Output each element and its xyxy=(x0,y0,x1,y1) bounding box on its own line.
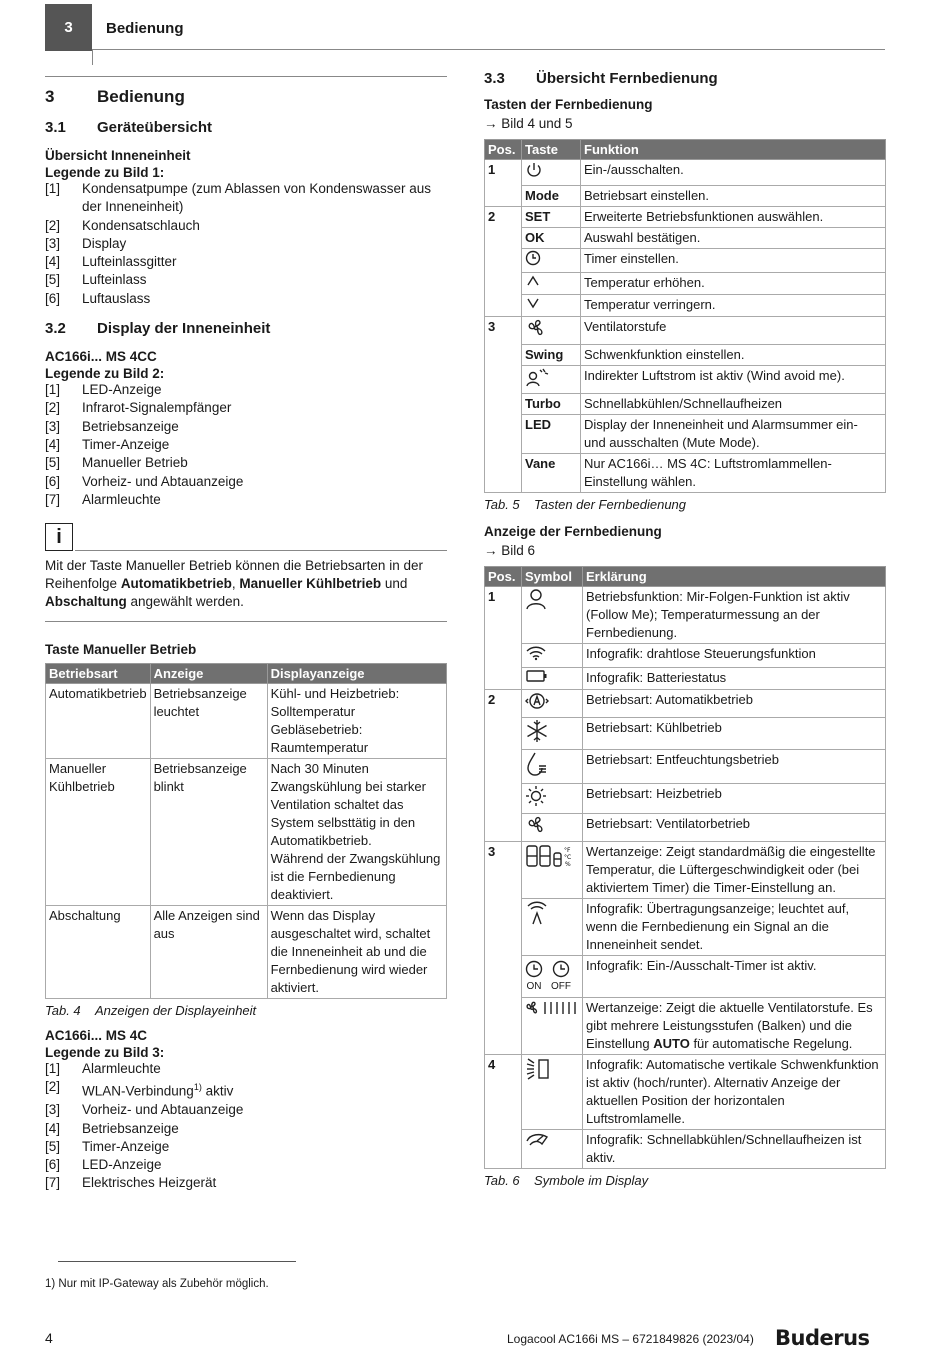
pos-cell: 3 xyxy=(485,842,522,899)
symbol-cell xyxy=(522,1055,583,1130)
legend-text: LED-Anzeige xyxy=(82,382,162,398)
table-header: Pos. xyxy=(485,567,522,587)
auto-mode-icon xyxy=(525,691,549,711)
clock-icon xyxy=(525,250,541,266)
model-ms4cc-title: AC166i... MS 4CC xyxy=(45,349,157,365)
explanation-cell: Infografik: Schnellabkühlen/Schnellaufheizen ist aktiv. xyxy=(583,1130,886,1169)
footnote-rule xyxy=(58,1261,296,1262)
legend-item xyxy=(45,473,447,491)
function-cell: Auswahl bestätigen. xyxy=(581,228,886,249)
section-3-1-heading xyxy=(45,119,447,136)
footnote-marker: 1) xyxy=(193,1082,202,1093)
table-row xyxy=(485,273,886,295)
legend-key: [5] xyxy=(45,272,61,288)
pos-cell xyxy=(485,454,522,493)
key-cell xyxy=(522,249,581,273)
legend-text: Timer-Anzeige xyxy=(82,436,170,452)
legend-item xyxy=(45,271,447,289)
legend-text: Kondensatschlauch xyxy=(82,217,200,233)
key-cell: OK xyxy=(522,228,581,249)
symbol-cell xyxy=(522,842,583,899)
table-5-figure-ref: → Bild 4 und 5 xyxy=(484,116,573,131)
function-cell: Indirekter Luftstrom ist aktiv (Wind avoid me). xyxy=(581,366,886,394)
timer-on-off-icon xyxy=(525,957,579,996)
table-row xyxy=(485,899,886,956)
legend-key: [6] xyxy=(45,1157,61,1173)
table-row xyxy=(485,814,886,842)
heading-number: 3.2 xyxy=(45,320,66,338)
pos-cell xyxy=(485,668,522,690)
function-cell: Schwenkfunktion einstellen. xyxy=(581,345,886,366)
table-header: Funktion xyxy=(581,140,886,160)
legend-key: [2] xyxy=(45,217,61,233)
pos-cell xyxy=(485,273,522,295)
table-row xyxy=(485,784,886,814)
explanation-cell: Infografik: Ein-/Ausschalt-Timer ist aktiv. xyxy=(583,956,886,998)
legend-text: Vorheiz- und Abtauanzeige xyxy=(82,473,244,489)
table-row xyxy=(485,998,886,1055)
key-cell: Swing xyxy=(522,345,581,366)
pos-cell xyxy=(485,249,522,273)
explanation-cell: Infografik: Batteriestatus xyxy=(583,668,886,690)
table-cell: Betriebsanzeige leuchtet xyxy=(150,684,267,759)
legend-item xyxy=(45,1138,447,1156)
legend-text: Betriebsanzeige xyxy=(82,1120,179,1136)
pos-cell: 4 xyxy=(485,1055,522,1130)
key-cell: Mode xyxy=(522,186,581,207)
legend-key: [1] xyxy=(45,181,61,196)
pos-cell xyxy=(485,784,522,814)
legend-2-list xyxy=(45,381,447,509)
table-row xyxy=(485,690,886,718)
function-cell: Ein-/ausschalten. xyxy=(581,160,886,186)
pos-cell xyxy=(485,998,522,1055)
left-column xyxy=(45,76,447,1193)
model-ms4c-title: AC166i... MS 4C xyxy=(45,1028,148,1044)
symbol-cell xyxy=(522,668,583,690)
function-cell: Erweiterte Betriebsfunktionen auswählen. xyxy=(581,207,886,228)
legend-key: [7] xyxy=(45,1175,61,1191)
pos-cell xyxy=(485,644,522,668)
legend-key: [7] xyxy=(45,491,61,507)
key-cell xyxy=(522,295,581,317)
legend-item xyxy=(45,217,447,235)
table-cell: Manueller Kühlbetrieb xyxy=(46,759,151,906)
chevron-up-icon xyxy=(525,274,541,288)
legend-item xyxy=(45,253,447,271)
pos-cell xyxy=(485,718,522,750)
table-row xyxy=(485,587,886,644)
table-header: Displayanzeige xyxy=(267,664,446,684)
symbol-cell xyxy=(522,644,583,668)
legend-text: Kondensatpumpe (zum Ablassen von Kondenswasser aus der Inneneinheit) xyxy=(82,181,431,215)
page-number: 4 xyxy=(45,1330,53,1346)
key-cell xyxy=(522,317,581,345)
explanation-cell: Betriebsart: Automatikbetrieb xyxy=(583,690,886,718)
legend-3-list xyxy=(45,1060,447,1193)
legend-text: Betriebsanzeige xyxy=(82,418,179,434)
pos-cell: 1 xyxy=(485,587,522,644)
legend-text: Alarmleuchte xyxy=(82,491,161,507)
footnote: 1) Nur mit IP-Gateway als Zubehör möglich. xyxy=(45,1278,269,1290)
info-icon: i xyxy=(45,523,73,551)
legend-key: [1] xyxy=(45,382,61,398)
legend-item xyxy=(45,180,447,217)
table-row xyxy=(485,454,886,493)
legend-key: [6] xyxy=(45,473,61,489)
legend-item xyxy=(45,1078,447,1101)
table-cell: Kühl- und Heizbetrieb: Solltemperatur Gebläsebetrieb: Raumtemperatur xyxy=(267,684,446,759)
key-cell xyxy=(522,273,581,295)
legend-item xyxy=(45,399,447,417)
segment-display-icon xyxy=(525,843,577,869)
table-6-title: Anzeige der Fernbedienung xyxy=(484,524,662,539)
legend-item xyxy=(45,1060,447,1078)
symbol-cell xyxy=(522,750,583,784)
symbol-cell xyxy=(522,998,583,1055)
table-6 xyxy=(484,566,886,1169)
svg-text:°F: °F xyxy=(564,847,571,854)
legend-text: Luftauslass xyxy=(82,290,151,306)
symbol-cell xyxy=(522,899,583,956)
table-row xyxy=(485,394,886,415)
table-4 xyxy=(45,663,447,999)
table-row xyxy=(485,718,886,750)
pos-cell xyxy=(485,186,522,207)
pos-cell xyxy=(485,750,522,784)
pos-cell: 2 xyxy=(485,207,522,228)
table-5 xyxy=(484,139,886,493)
legend-key: [5] xyxy=(45,455,61,471)
legend-key: [6] xyxy=(45,290,61,306)
function-cell: Schnellabkühlen/Schnellaufheizen xyxy=(581,394,886,415)
timer-on-icon: ON xyxy=(525,960,543,996)
legend-key: [5] xyxy=(45,1138,61,1154)
legend-item xyxy=(45,1120,447,1138)
legend-key: [3] xyxy=(45,235,61,251)
legend-key: [1] xyxy=(45,1061,61,1077)
key-cell: Turbo xyxy=(522,394,581,415)
legend-key: [4] xyxy=(45,1120,61,1136)
power-icon xyxy=(525,161,543,179)
battery-icon xyxy=(525,669,549,683)
table-row xyxy=(46,759,447,906)
legend-item xyxy=(45,1156,447,1174)
symbol-cell xyxy=(522,587,583,644)
legend-item xyxy=(45,290,447,308)
running-header-title: Bedienung xyxy=(106,20,184,37)
svg-text:%: % xyxy=(565,861,571,868)
key-cell: LED xyxy=(522,415,581,454)
explanation-cell: Betriebsart: Entfeuchtungsbetrieb xyxy=(583,750,886,784)
table-row xyxy=(485,956,886,998)
pos-cell xyxy=(485,899,522,956)
pos-cell xyxy=(485,394,522,415)
info-note-header xyxy=(45,523,447,551)
pos-cell xyxy=(485,345,522,366)
turbo-icon xyxy=(525,1131,551,1149)
fan-icon xyxy=(525,318,547,338)
table-6-figure-ref: → Bild 6 xyxy=(484,543,536,558)
table-4-title: Taste Manueller Betrieb xyxy=(45,642,197,658)
function-cell: Nur AC166i… MS 4C: Luftstromlammellen-Einstellung wählen. xyxy=(581,454,886,493)
key-cell xyxy=(522,366,581,394)
symbol-cell xyxy=(522,784,583,814)
symbol-cell xyxy=(522,1130,583,1169)
section-3-3-heading xyxy=(484,70,886,87)
legend-text: Lufteinlassgitter xyxy=(82,254,177,270)
sun-icon xyxy=(525,785,547,807)
table-row xyxy=(485,1055,886,1130)
legend-text: Manueller Betrieb xyxy=(82,455,188,471)
person-icon xyxy=(525,588,547,610)
explanation-cell: Infografik: Automatische vertikale Schwenkfunktion ist aktiv (hoch/runter). Alternativ Anzeige der aktuellen Position der horizontalen Luftstromlamelle. xyxy=(583,1055,886,1130)
wifi-icon xyxy=(525,645,547,661)
pos-cell: 1 xyxy=(485,160,522,186)
legend-item xyxy=(45,1174,447,1192)
pos-cell xyxy=(485,228,522,249)
table-row xyxy=(46,906,447,999)
legend-text: Infrarot-Signalempfänger xyxy=(82,400,232,416)
fan-speed-bars-icon xyxy=(525,999,579,1017)
chapter-tab: 3 xyxy=(45,4,92,51)
legend-text: Timer-Anzeige xyxy=(82,1138,170,1154)
table-row xyxy=(485,644,886,668)
legend-1-title: Legende zu Bild 1: xyxy=(45,165,165,180)
table-cell: Nach 30 Minuten Zwangskühlung bei starker Ventilation schaltet das System selbsttätig in den Automatikbetrieb. Während der Zwangskühlung ist die Fernbedienung deaktiviert. xyxy=(267,759,446,906)
function-cell: Display der Inneneinheit und Alarmsummer ein- und ausschalten (Mute Mode). xyxy=(581,415,886,454)
brand-logo: Buderus xyxy=(775,1326,870,1350)
legend-item xyxy=(45,381,447,399)
section-3-heading xyxy=(45,76,447,107)
pos-cell xyxy=(485,415,522,454)
pos-cell xyxy=(485,295,522,317)
legend-key: [2] xyxy=(45,400,61,416)
header-tick xyxy=(92,49,93,65)
table-5-title: Tasten der Fernbedienung xyxy=(484,97,653,112)
function-cell: Betriebsart einstellen. xyxy=(581,186,886,207)
table-cell: Automatikbetrieb xyxy=(46,684,151,759)
legend-key: [4] xyxy=(45,436,61,452)
symbol-cell xyxy=(522,718,583,750)
explanation-cell: Infografik: Übertragungsanzeige; leuchtet auf, wenn die Fernbedienung ein Signal an die Inneneinheit sendet. xyxy=(583,899,886,956)
pos-cell xyxy=(485,366,522,394)
pos-cell xyxy=(485,956,522,998)
legend-item xyxy=(45,454,447,472)
explanation-cell: Betriebsfunktion: Mir-Folgen-Funktion ist aktiv (Follow Me); Temperaturmessung an der Fernbedienung. xyxy=(583,587,886,644)
function-cell: Temperatur erhöhen. xyxy=(581,273,886,295)
section-3-2-heading xyxy=(45,320,447,337)
table-cell: Alle Anzeigen sind aus xyxy=(150,906,267,999)
table-row xyxy=(46,684,447,759)
key-cell xyxy=(522,160,581,186)
legend-item xyxy=(45,418,447,436)
legend-3-title: Legende zu Bild 3: xyxy=(45,1045,165,1061)
heading-number: 3.3 xyxy=(484,70,505,87)
table-row xyxy=(485,668,886,690)
table-header: Erklärung xyxy=(583,567,886,587)
pos-cell: 2 xyxy=(485,690,522,718)
pos-cell xyxy=(485,814,522,842)
legend-item xyxy=(45,436,447,454)
pos-cell xyxy=(485,1130,522,1169)
table-row xyxy=(485,228,886,249)
legend-1-list xyxy=(45,180,447,308)
table-row xyxy=(485,249,886,273)
function-cell: Ventilatorstufe xyxy=(581,317,886,345)
legend-text: WLAN-Verbindung$^{1)}$ aktiv xyxy=(82,1082,234,1099)
key-cell: Vane xyxy=(522,454,581,493)
table-6-caption: Tab. 6 Symbole im Display xyxy=(484,1173,649,1188)
heading-title: Bedienung xyxy=(97,87,185,106)
legend-2-title: Legende zu Bild 2: xyxy=(45,366,165,382)
pos-cell: 3 xyxy=(485,317,522,345)
explanation-cell: Betriebsart: Heizbetrieb xyxy=(583,784,886,814)
symbol-cell xyxy=(522,690,583,718)
function-cell: Temperatur verringern. xyxy=(581,295,886,317)
table-row xyxy=(485,750,886,784)
heading-title: Display der Inneneinheit xyxy=(97,320,271,338)
table-row xyxy=(485,842,886,899)
table-cell: Abschaltung xyxy=(46,906,151,999)
legend-text: Alarmleuchte xyxy=(82,1061,161,1077)
info-note-text: Mit der Taste Manueller Betrieb können die Betriebsarten in der Reihenfolge Automatikbetrieb, Manueller Kühlbetrieb und Abschaltung angewählt werden. xyxy=(45,558,423,610)
heading-number: 3.1 xyxy=(45,119,66,136)
chevron-down-icon xyxy=(525,296,541,310)
table-header: Anzeige xyxy=(150,664,267,684)
legend-key: [2] xyxy=(45,1079,61,1095)
key-cell: SET xyxy=(522,207,581,228)
heading-number: 3 xyxy=(45,87,55,106)
transmit-icon xyxy=(525,900,549,926)
table-row xyxy=(485,186,886,207)
table-header: Pos. xyxy=(485,140,522,160)
table-row xyxy=(485,207,886,228)
explanation-cell: Betriebsart: Ventilatorbetrieb xyxy=(583,814,886,842)
explanation-cell: Wertanzeige: Zeigt die aktuelle Ventilatorstufe. Es gibt mehrere Leistungsstufen (Balken) und die Einstellung AUTO für automatische Regelung. xyxy=(583,998,886,1055)
right-column xyxy=(484,70,886,1188)
legend-item xyxy=(45,235,447,253)
fan-icon xyxy=(525,815,547,835)
snowflake-icon xyxy=(525,719,549,743)
table-header: Betriebsart xyxy=(46,664,151,684)
legend-text: LED-Anzeige xyxy=(82,1157,162,1173)
table-5-caption: Tab. 5 Tasten der Fernbedienung xyxy=(484,497,687,512)
heading-title: Übersicht Fernbedienung xyxy=(536,70,718,87)
legend-text: Vorheiz- und Abtauanzeige xyxy=(82,1102,244,1118)
info-note-bottom-rule xyxy=(45,621,447,622)
table-row xyxy=(485,317,886,345)
table-row xyxy=(485,1130,886,1169)
table-header: Symbol xyxy=(522,567,583,587)
explanation-cell: Wertanzeige: Zeigt standardmäßig die eingestellte Temperatur, die Lüftergeschwindigkeit oder (bei aktiviertem Timer) die Timer-Einstellung an. xyxy=(583,842,886,899)
legend-item xyxy=(45,1101,447,1119)
explanation-cell: Betriebsart: Kühlbetrieb xyxy=(583,718,886,750)
symbol-cell xyxy=(522,814,583,842)
wind-avoid-icon xyxy=(525,367,549,387)
swing-vertical-icon xyxy=(525,1056,551,1082)
table-4-caption: Tab. 4 Anzeigen der Displayeinheit xyxy=(45,1003,257,1019)
explanation-cell: Infografik: drahtlose Steuerungsfunktion xyxy=(583,644,886,668)
table-row xyxy=(485,345,886,366)
legend-key: [3] xyxy=(45,418,61,434)
timer-off-icon: OFF xyxy=(551,960,571,996)
svg-text:°C: °C xyxy=(564,854,572,861)
legend-key: [3] xyxy=(45,1102,61,1118)
table-row xyxy=(485,295,886,317)
table-row xyxy=(485,415,886,454)
heading-title: Geräteübersicht xyxy=(97,119,213,136)
symbol-cell xyxy=(522,956,583,998)
legend-text: Lufteinlass xyxy=(82,272,147,288)
table-row xyxy=(485,160,886,186)
subheading-overview: Übersicht Inneneinheit xyxy=(45,148,191,163)
function-cell: Timer einstellen. xyxy=(581,249,886,273)
legend-key: [4] xyxy=(45,254,61,270)
header-rule xyxy=(92,49,885,50)
droplet-icon xyxy=(525,751,549,777)
table-header: Taste xyxy=(522,140,581,160)
info-rule xyxy=(75,550,447,551)
table-cell: Betriebsanzeige blinkt xyxy=(150,759,267,906)
table-cell: Wenn das Display ausgeschaltet wird, schaltet die Inneneinheit ab und die Fernbedienung wird wieder aktiviert. xyxy=(267,906,446,999)
legend-text: Elektrisches Heizgerät xyxy=(82,1175,217,1191)
legend-text: Display xyxy=(82,235,127,251)
document-reference: Logacool AC166i MS – 6721849826 (2023/04) xyxy=(507,1332,754,1346)
legend-item xyxy=(45,491,447,509)
table-row xyxy=(485,366,886,394)
